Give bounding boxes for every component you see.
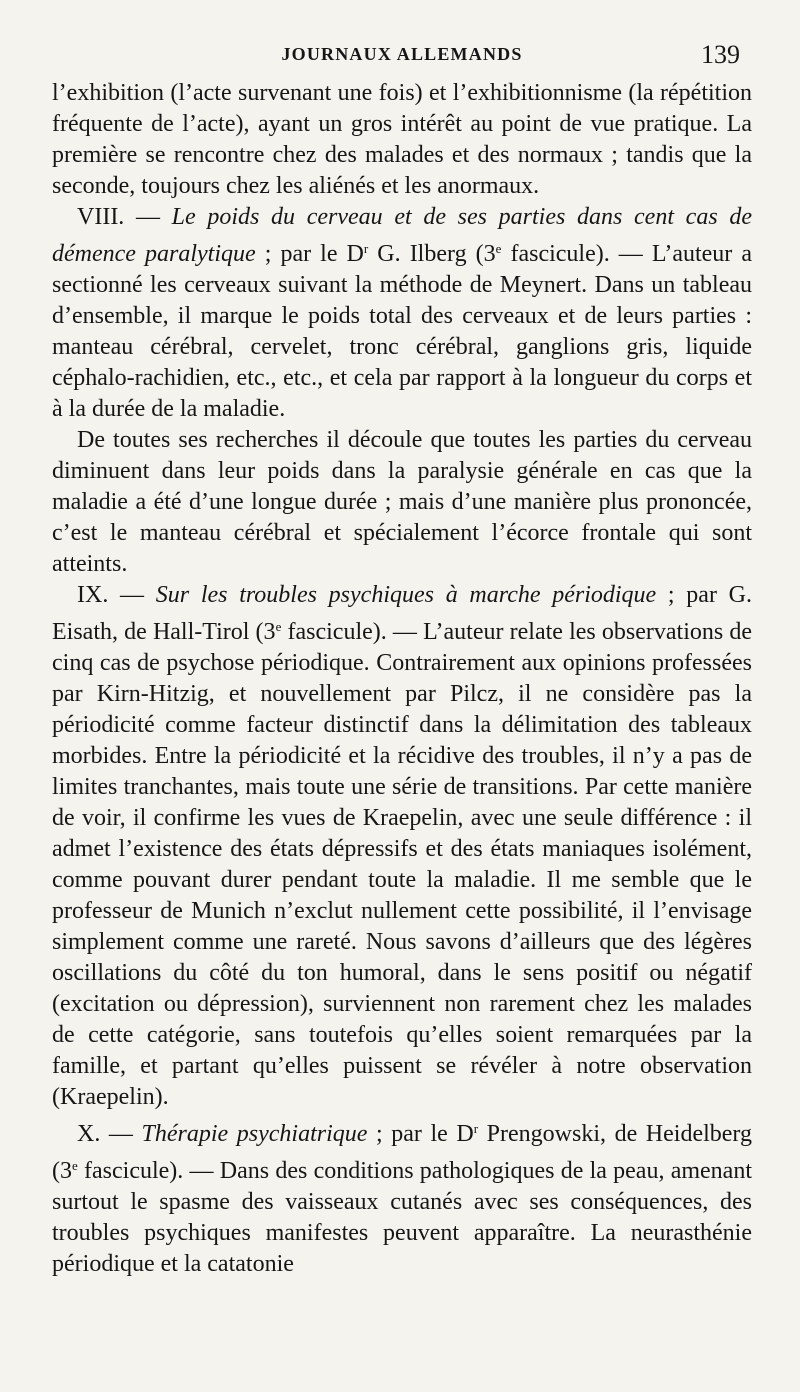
section-title: Thérapie psychiatrique (141, 1121, 368, 1147)
section-text: fascicule). — L’auteur relate les observations de cinq cas de psychose périodique. Contrairement aux opinions professées par Kirn-Hitzig, et nouvellement par Pilcz, il ne considère pas la périodicité comme facteur distinctif dans la délimitation des tableaux morbides. Entre la périodicité et la récidive des troubles, il n’y a pas de limites tranchantes, mais toute une série de transitions. Par cette manière de voir, il confirme les vues de Kraepelin, avec une seule différence : il admet l’existence des états dépressifs et des états maniaques isolément, comme pouvant durer pendant toute la maladie. Il me semble que le professeur de Munich n’exclut nullement cette possibilité, il l’envisage simplement comme une rareté. Nous savons d’ailleurs que des légères oscillations du côté du ton humoral, dans le sens positif ou négatif (excitation ou dépression), surviennent non rarement chez les malades de cette catégorie, sans toutefois qu’elles soient remarquées par la famille, et partant qu’elles puissent se révéler à notre observation (Kraepelin). (52, 619, 753, 1110)
section-text: fascicule). — L’auteur a sectionné les cerveaux suivant la méthode de Meynert. Dans un tableau d’ensemble, il marque le poids total des cerveaux et de leurs parties : manteau cérébral, cervelet, tronc cérébral, ganglions gris, liquide céphalo-rachidien, etc., etc., et cela par rapport à la longueur du corps et à la durée de la maladie. (52, 241, 752, 422)
author-and-issue: G. Ilberg (3 (368, 241, 496, 267)
doctor-abbreviation-superscript: r (473, 1121, 479, 1136)
section-number: IX. — (77, 582, 156, 608)
issue-ordinal-superscript: e (275, 619, 282, 634)
section-number: VIII. — (77, 204, 172, 230)
section-number: X. — (77, 1121, 142, 1147)
page-number: 139 (701, 40, 740, 69)
section-text: fascicule). — Dans des conditions pathologiques de la peau, amenant surtout le spasme des vaisseaux cutanés avec ses conséquences, des troubles psychiques manifestes peuvent apparaître. La neurasthénie périodique et la catatonie (52, 1158, 752, 1277)
author-and-issue: ; par G. Eisath, de Hall-Tirol (3 (52, 582, 752, 645)
running-title: JOURNAUX ALLEMANDS (281, 44, 523, 64)
issue-ordinal-superscript: e (72, 1158, 78, 1173)
page-header (52, 36, 752, 78)
section-title: Le poids du cerveau et de ses parties dans cent cas de démence paralytique (52, 204, 753, 267)
section-viii (52, 202, 752, 425)
author-prefix: ; par le D (367, 1121, 474, 1147)
section-ix (52, 580, 752, 1113)
author-and-issue: Prengowski, de Heidelberg (3 (52, 1121, 752, 1184)
results-paragraph: De toutes ses recherches il découle que toutes les parties du cerveau diminuent dans leur poids dans la paralysie générale en cas que la maladie a été d’une longue durée ; mais d’une manière plus prononcée, c’est le manteau cérébral et spécialement l’écorce frontale qui sont atteints. (52, 427, 752, 577)
book-page (52, 36, 752, 1356)
section-x (52, 1113, 752, 1280)
doctor-abbreviation-superscript: r (363, 241, 369, 256)
author-prefix: ; par le D (255, 241, 364, 267)
article-body (52, 78, 752, 1280)
issue-ordinal-superscript: e (495, 241, 502, 256)
section-title: Sur les troubles psychiques à marche périodique (155, 582, 657, 608)
continued-paragraph: l’exhibition (l’acte survenant une fois) et l’exhibitionnisme (la répétition fréquente de l’acte), ayant un gros intérêt au point de vue pratique. La première se rencontre chez des malades et des normaux ; tandis que la seconde, toujours chez les aliénés et les anormaux. (52, 80, 752, 199)
